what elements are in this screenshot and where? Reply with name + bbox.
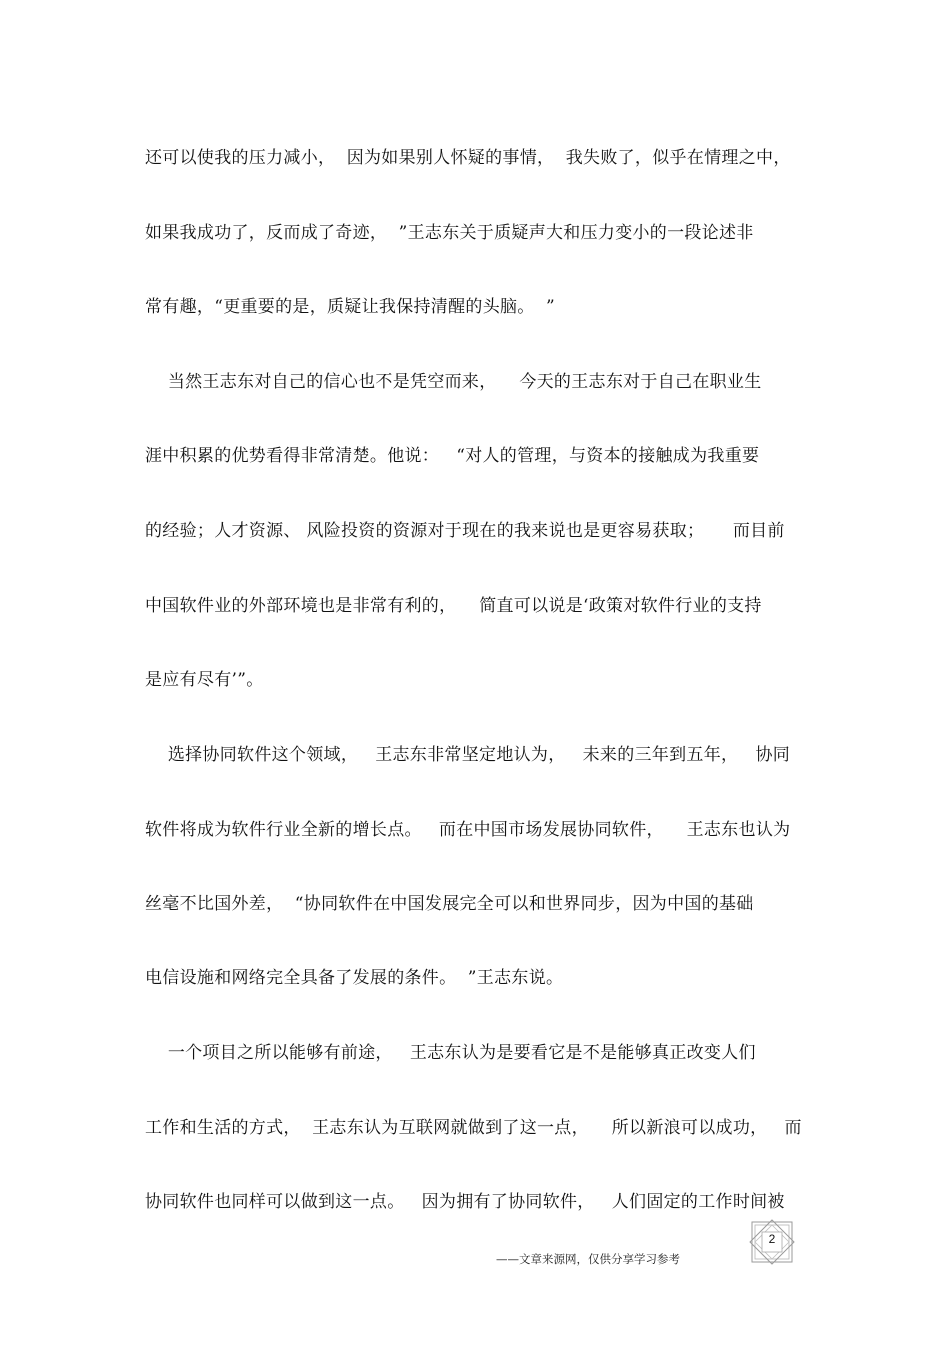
body-text-line: 常有趣，“更重要的是，质疑让我保持清醒的头脑。 ” [145, 297, 555, 317]
body-text-line: 是应有尽有’”。 [145, 670, 264, 690]
body-text-line: 协同软件也同样可以做到这一点。 因为拥有了协同软件， 人们固定的工作时间被 [145, 1192, 785, 1212]
body-text-line: 软件将成为软件行业全新的增长点。 而在中国市场发展协同软件， 王志东也认为 [145, 820, 791, 840]
body-text-line: 一个项目之所以能够有前途， 王志东认为是要看它是不是能够真正改变人们 [145, 1043, 756, 1063]
body-text-line: 丝毫不比国外差， “协同软件在中国发展完全可以和世界同步，因为中国的基础 [145, 894, 754, 914]
page-number-badge [748, 1218, 796, 1266]
body-text-line: 还可以使我的压力减小， 因为如果别人怀疑的事情， 我失败了，似乎在情理之中， [145, 148, 791, 168]
page-number: 2 [768, 1232, 776, 1246]
body-text-line: 的经验；人才资源、 风险投资的资源对于现在的我来说也是更容易获取； 而目前 [145, 521, 785, 541]
body-text-line: 电信设施和网络完全具备了发展的条件。 ”王志东说。 [145, 968, 564, 988]
body-text-line: 如果我成功了，反而成了奇迹， ”王志东关于质疑声大和压力变小的一段论述非 [145, 223, 754, 243]
body-text-line: 工作和生活的方式， 王志东认为互联网就做到了这一点， 所以新浪可以成功， 而 [145, 1118, 802, 1138]
body-text-line: 中国软件业的外部环境也是非常有利的， 简直可以说是‘政策对软件行业的支持 [145, 596, 762, 616]
body-text-line: 当然王志东对自己的信心也不是凭空而来， 今天的王志东对于自己在职业生 [145, 372, 762, 392]
body-text-line: 涯中积累的优势看得非常清楚。他说： “对人的管理，与资本的接触成为我重要 [145, 446, 760, 466]
body-text-line: 选择协同软件这个领域， 王志东非常坚定地认为， 未来的三年到五年， 协同 [145, 745, 791, 765]
footer-note: ——文章来源网，仅供分享学习参考 [496, 1252, 680, 1266]
